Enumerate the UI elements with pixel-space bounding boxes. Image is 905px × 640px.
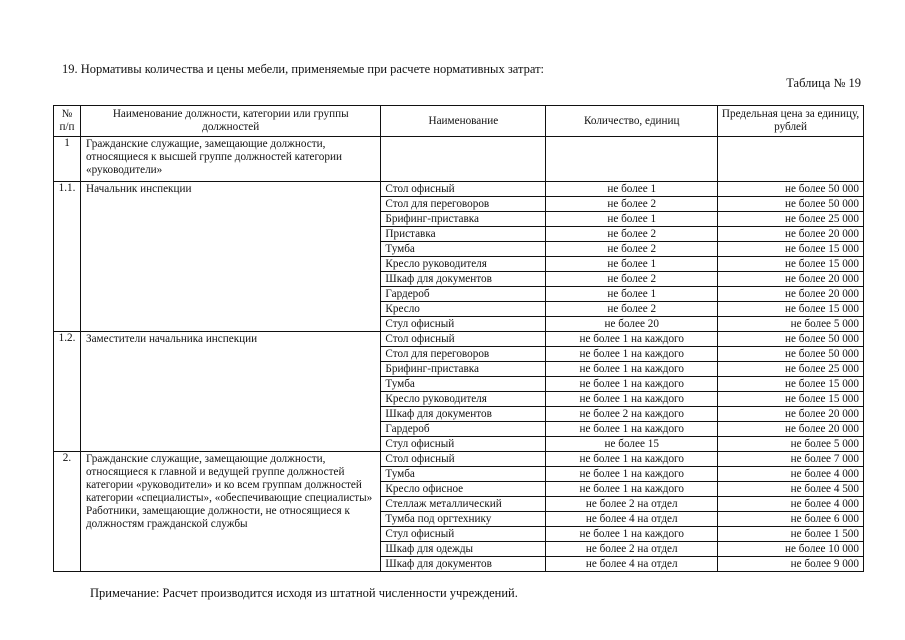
item-price: не более 7 000 [718, 452, 864, 467]
empty-cell [381, 137, 546, 182]
item-quantity: не более 1 на каждого [546, 482, 718, 497]
item-price: не более 4 000 [718, 467, 864, 482]
item-quantity: не более 1 [546, 257, 718, 272]
item-price: не более 25 000 [718, 362, 864, 377]
item-price: не более 20 000 [718, 407, 864, 422]
item-quantity: не более 1 на каждого [546, 467, 718, 482]
table-row [54, 452, 864, 467]
row-number: 1.1. [54, 182, 81, 332]
item-price: не более 15 000 [718, 392, 864, 407]
item-quantity: не более 1 на каждого [546, 362, 718, 377]
item-quantity: не более 1 [546, 212, 718, 227]
item-name: Брифинг-приставка [381, 212, 546, 227]
item-price: не более 50 000 [718, 197, 864, 212]
item-name: Тумба под оргтехнику [381, 512, 546, 527]
item-price: не более 10 000 [718, 542, 864, 557]
item-price: не более 50 000 [718, 332, 864, 347]
item-price: не более 20 000 [718, 287, 864, 302]
item-price: не более 5 000 [718, 317, 864, 332]
item-name: Стол для переговоров [381, 347, 546, 362]
item-quantity: не более 2 на каждого [546, 407, 718, 422]
item-quantity: не более 2 [546, 272, 718, 287]
category-label: Начальник инспекции [80, 182, 380, 332]
table-number: Таблица № 19 [786, 76, 861, 90]
item-name: Кресло офисное [381, 482, 546, 497]
item-name: Кресло руководителя [381, 257, 546, 272]
row-number: 1.2. [54, 332, 81, 452]
item-quantity: не более 1 на каждого [546, 347, 718, 362]
item-quantity: не более 2 [546, 242, 718, 257]
col-header-price: Предельная цена за единицу, рублей [718, 106, 864, 137]
item-quantity: не более 1 на каждого [546, 392, 718, 407]
item-price: не более 15 000 [718, 302, 864, 317]
item-price: не более 4 500 [718, 482, 864, 497]
item-quantity: не более 2 [546, 302, 718, 317]
table-body [54, 137, 864, 572]
item-quantity: не более 2 на отдел [546, 497, 718, 512]
category-label: Заместители начальника инспекции [80, 332, 380, 452]
empty-cell [546, 137, 718, 182]
item-name: Тумба [381, 242, 546, 257]
item-quantity: не более 2 [546, 227, 718, 242]
item-name: Шкаф для документов [381, 272, 546, 287]
item-quantity: не более 1 на каждого [546, 527, 718, 542]
row-number: 1 [54, 137, 81, 182]
item-name: Стол офисный [381, 332, 546, 347]
furniture-norms-table [53, 105, 864, 572]
item-name: Приставка [381, 227, 546, 242]
item-name: Шкаф для документов [381, 407, 546, 422]
item-name: Стол для переговоров [381, 197, 546, 212]
item-price: не более 25 000 [718, 212, 864, 227]
item-name: Гардероб [381, 422, 546, 437]
item-price: не более 15 000 [718, 257, 864, 272]
category-label: Гражданские служащие, замещающие должности, относящиеся к главной и ведущей группе должностей категории «руководители» и ко всем группам должностей категории «специалисты», «обеспечивающие специалисты» Работники, замещающие должности, не относящиеся к должностям гражданской службы [80, 452, 380, 572]
item-quantity: не более 4 на отдел [546, 512, 718, 527]
item-quantity: не более 1 на каждого [546, 332, 718, 347]
item-name: Шкаф для одежды [381, 542, 546, 557]
item-quantity: не более 20 [546, 317, 718, 332]
item-quantity: не более 1 на каждого [546, 452, 718, 467]
category-label: Гражданские служащие, замещающие должности, относящиеся к высшей группе должностей категории «руководители» [80, 137, 380, 182]
item-price: не более 20 000 [718, 272, 864, 287]
item-quantity: не более 1 [546, 287, 718, 302]
item-quantity: не более 1 на каждого [546, 422, 718, 437]
row-number: 2. [54, 452, 81, 572]
item-name: Стул офисный [381, 437, 546, 452]
footnote: Примечание: Расчет производится исходя из штатной численности учреждений. [90, 586, 518, 600]
item-name: Шкаф для документов [381, 557, 546, 572]
item-name: Стул офисный [381, 317, 546, 332]
item-quantity: не более 1 [546, 182, 718, 197]
item-quantity: не более 15 [546, 437, 718, 452]
item-name: Тумба [381, 377, 546, 392]
item-name: Стол офисный [381, 452, 546, 467]
item-name: Стеллаж металлический [381, 497, 546, 512]
item-quantity: не более 2 [546, 197, 718, 212]
item-price: не более 15 000 [718, 377, 864, 392]
item-price: не более 20 000 [718, 227, 864, 242]
item-price: не более 20 000 [718, 422, 864, 437]
col-header-quantity: Количество, единиц [546, 106, 718, 137]
item-name: Кресло [381, 302, 546, 317]
table-header-row [54, 106, 864, 137]
table-row [54, 182, 864, 197]
col-header-number: № п/п [54, 106, 81, 137]
item-price: не более 4 000 [718, 497, 864, 512]
col-header-item-name: Наименование [381, 106, 546, 137]
item-quantity: не более 4 на отдел [546, 557, 718, 572]
item-price: не более 50 000 [718, 182, 864, 197]
item-price: не более 9 000 [718, 557, 864, 572]
item-price: не более 1 500 [718, 527, 864, 542]
item-quantity: не более 2 на отдел [546, 542, 718, 557]
item-name: Брифинг-приставка [381, 362, 546, 377]
item-name: Гардероб [381, 287, 546, 302]
item-price: не более 50 000 [718, 347, 864, 362]
item-price: не более 6 000 [718, 512, 864, 527]
item-price: не более 5 000 [718, 437, 864, 452]
section-heading: 19. Нормативы количества и цены мебели, применяемые при расчете нормативных затрат: [62, 62, 545, 76]
item-name: Тумба [381, 467, 546, 482]
empty-cell [718, 137, 864, 182]
item-name: Стол офисный [381, 182, 546, 197]
table-row-group-1 [54, 137, 864, 182]
item-price: не более 15 000 [718, 242, 864, 257]
col-header-position: Наименование должности, категории или группы должностей [80, 106, 380, 137]
item-quantity: не более 1 на каждого [546, 377, 718, 392]
item-name: Стул офисный [381, 527, 546, 542]
table-row [54, 332, 864, 347]
item-name: Кресло руководителя [381, 392, 546, 407]
